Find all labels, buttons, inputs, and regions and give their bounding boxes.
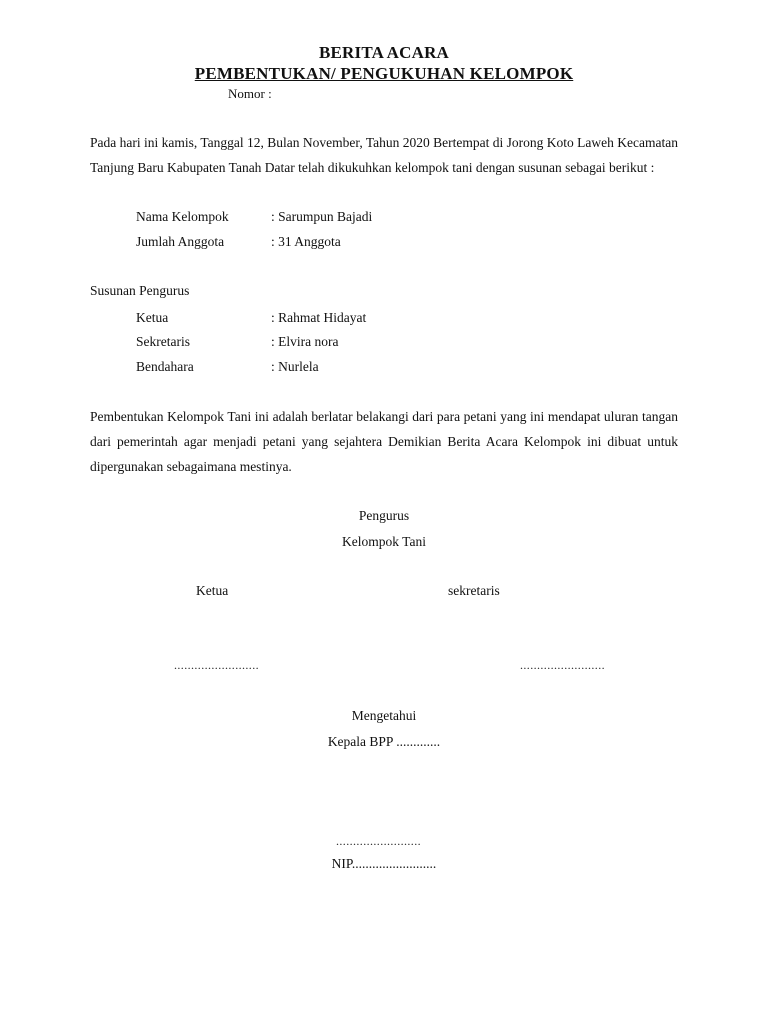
signature-sekretaris-label: sekretaris bbox=[448, 583, 500, 598]
ketua-signature-line: ......................... bbox=[174, 658, 259, 672]
sekretaris-value: : Elvira nora bbox=[271, 334, 339, 349]
acknowledge-label: Mengetahui bbox=[351, 708, 417, 723]
closing-paragraph: Pembentukan Kelompok Tani ini adalah berlatar belakangi dari para petani yang ini mendapat uluran tangan dari pemerintah agar menjadi petani yang sejahtera Demikian Berita Acara Kelompok ini dibuat untuk dipergunakan sebagaimana mestinya. bbox=[90, 409, 678, 474]
signature-kelompok-tani: Kelompok Tani bbox=[342, 534, 426, 549]
signature-pengurus: Pengurus bbox=[358, 508, 410, 523]
ketua-label: Ketua bbox=[136, 310, 169, 325]
bendahara-label: Bendahara bbox=[136, 359, 194, 374]
ketua-value: : Rahmat Hidayat bbox=[271, 310, 367, 325]
member-count-value: : 31 Anggota bbox=[271, 234, 341, 249]
member-count-label: Jumlah Anggota bbox=[136, 234, 225, 249]
kepala-bpp-label: Kepala BPP ............. bbox=[327, 734, 441, 749]
nip-label: NIP......................... bbox=[331, 856, 437, 871]
document-title: BERITA ACARA bbox=[318, 43, 450, 62]
signature-ketua-label: Ketua bbox=[196, 583, 229, 598]
pengurus-heading: Susunan Pengurus bbox=[90, 283, 190, 298]
document-number: Nomor : bbox=[228, 86, 272, 101]
intro-paragraph: Pada hari ini kamis, Tanggal 12, Bulan November, Tahun 2020 Bertempat di Jorong Koto Laweh Kecamatan Tanjung Baru Kabupaten Tanah Datar telah dikukuhkan kelompok tani dengan susunan sebagai berikut : bbox=[90, 135, 678, 175]
group-name-value: : Sarumpun Bajadi bbox=[271, 209, 373, 224]
sekretaris-signature-line: ......................... bbox=[520, 658, 605, 672]
document-subtitle: PEMBENTUKAN/ PENGUKUHAN KELOMPOK bbox=[194, 64, 574, 83]
kepala-bpp-signature-line: ......................... bbox=[336, 834, 421, 848]
bendahara-value: : Nurlela bbox=[271, 359, 319, 374]
sekretaris-label: Sekretaris bbox=[136, 334, 190, 349]
group-name-label: Nama Kelompok bbox=[136, 209, 229, 224]
